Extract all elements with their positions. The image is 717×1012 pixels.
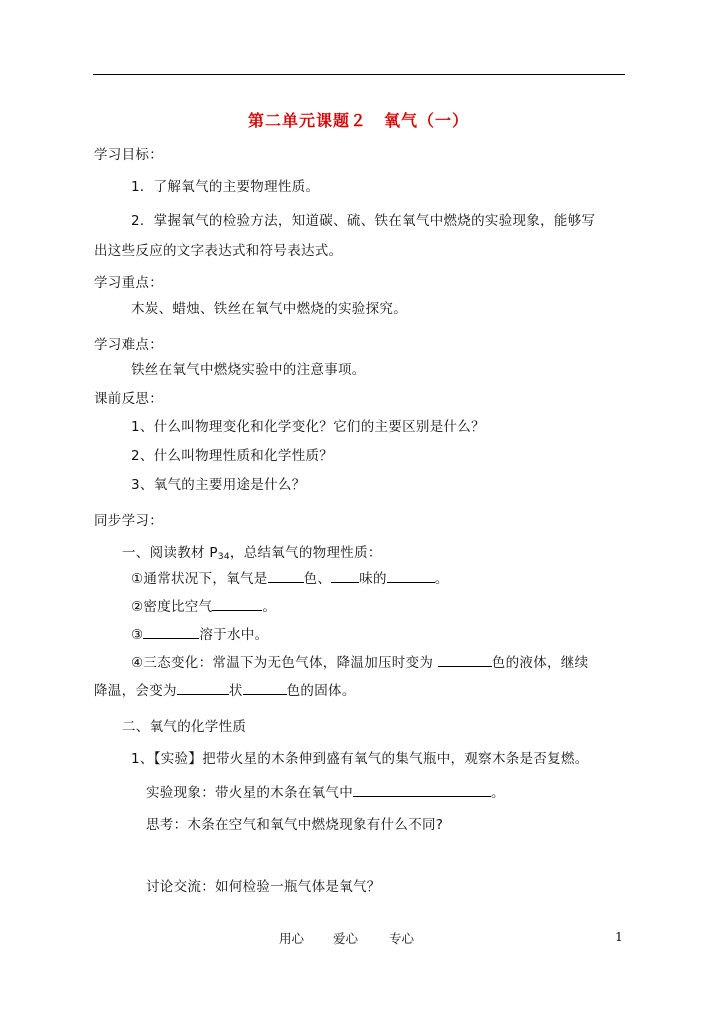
- blank-state[interactable]: [387, 570, 435, 583]
- reflection-question-3: 3、氧气的主要用途是什么？: [131, 477, 306, 493]
- difficulty-heading: 学习难点：: [94, 337, 163, 353]
- property-line-3: [131, 626, 268, 644]
- reflection-question-1: 1、什么叫物理变化和化学变化？它们的主要区别是什么？: [131, 419, 485, 435]
- blank-solid-color[interactable]: [243, 682, 287, 695]
- footer-word-1: 用心: [279, 931, 305, 946]
- part1-suffix: ，总结氧气的物理性质：: [229, 545, 382, 561]
- property-1-text-d: 。: [434, 571, 449, 587]
- property-line-4-cont: [94, 682, 356, 700]
- property-line-4: [131, 654, 588, 672]
- discussion-question: 讨论交流：如何检验一瓶气体是氧气？: [146, 879, 381, 895]
- footer-word-2: 爱心: [333, 931, 359, 946]
- page-number: 1: [615, 929, 623, 944]
- part1-prefix: 一、阅读教材 P: [122, 545, 218, 561]
- property-4-text-b: 色的液体，继续: [491, 655, 589, 671]
- reflection-question-2: 2、什么叫物理性质和化学性质？: [131, 448, 334, 464]
- part1-heading: [122, 544, 382, 566]
- property-line-2: [131, 598, 276, 616]
- experiment-text: 1、【实验】把带火星的木条伸到盛有氧气的集气瓶中，观察木条是否复燃。: [131, 751, 589, 767]
- property-3-text-a: ③: [131, 627, 144, 643]
- sync-heading: 同步学习：: [94, 513, 163, 529]
- objective-item-2-line-1: 2．掌握氧气的检验方法，知道碳、硫、铁在氧气中燃烧的实验现象，能够写: [131, 213, 596, 229]
- objective-item-1: 1．了解氧气的主要物理性质。: [131, 179, 320, 195]
- property-4-text-d: 状: [228, 683, 243, 699]
- blank-solid-shape[interactable]: [177, 682, 229, 695]
- objective-item-2-line-2: 出这些反应的文字表达式和符号表达式。: [94, 243, 343, 259]
- reflection-heading: 课前反思：: [94, 391, 163, 407]
- think-question: 思考：木条在空气和氧气中燃烧现象有什么不同?: [146, 817, 444, 833]
- blank-phenomenon[interactable]: [353, 784, 491, 797]
- property-4-text-a: ④三态变化：常温下为无色气体，降温加压时变为: [131, 655, 438, 671]
- blank-solubility[interactable]: [143, 626, 199, 639]
- property-4-text-c: 降温，会变为: [94, 683, 177, 699]
- difficulty-text: 铁丝在氧气中燃烧实验中的注意事项。: [131, 362, 366, 378]
- focus-text: 木炭、蜡烛、铁丝在氧气中燃烧的实验探究。: [131, 301, 407, 317]
- property-2-text-b: 。: [262, 599, 277, 615]
- property-1-text-b: 色、: [303, 571, 332, 587]
- page-title: 第二单元课题２ 氧气（一）: [247, 111, 469, 130]
- phenomenon-text-b: 。: [491, 785, 505, 801]
- objectives-heading: 学习目标：: [94, 147, 163, 163]
- part1-page-subscript: 34: [217, 552, 230, 562]
- blank-liquid-color[interactable]: [438, 654, 492, 667]
- blank-density[interactable]: [212, 598, 262, 611]
- blank-color[interactable]: [268, 570, 304, 583]
- property-4-text-e: 色的固体。: [286, 683, 356, 699]
- property-1-text-a: ①通常状况下，氧气是: [131, 571, 268, 587]
- focus-heading: 学习重点：: [94, 275, 163, 291]
- property-2-text-a: ②密度比空气: [131, 599, 213, 615]
- property-1-text-c: 味的: [359, 571, 387, 587]
- part2-heading: 二、氧气的化学性质: [122, 719, 247, 735]
- phenomenon-text-a: 实验现象：带火星的木条在氧气中: [146, 785, 353, 801]
- property-3-text-b: 溶于水中。: [199, 627, 269, 643]
- blank-smell[interactable]: [331, 570, 359, 583]
- header-rule: [93, 74, 625, 75]
- phenomenon-line: [146, 784, 505, 802]
- footer-word-3: 专心: [389, 931, 415, 946]
- property-line-1: [131, 570, 449, 588]
